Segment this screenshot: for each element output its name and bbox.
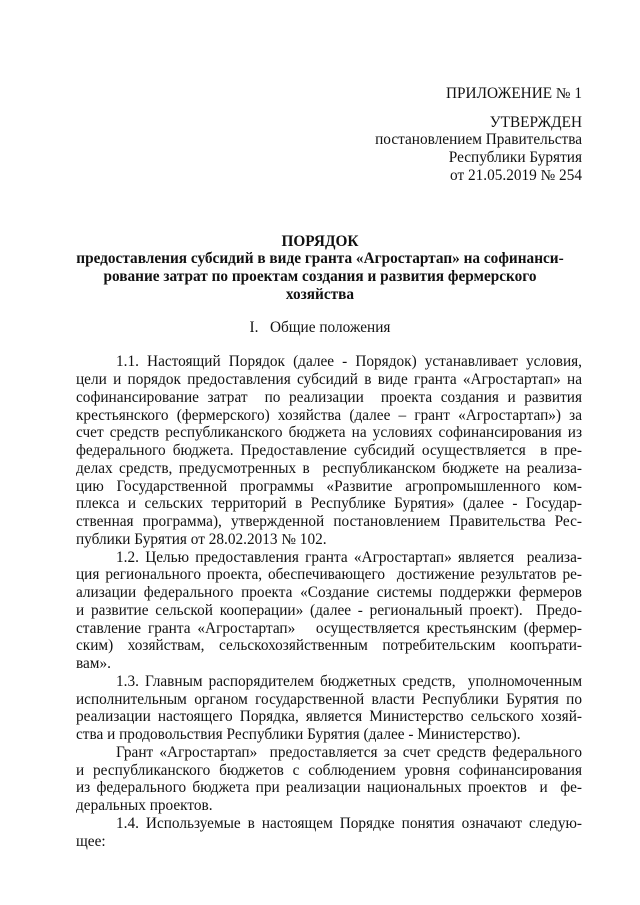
paragraph-line: плекса и сельских территорий в Республике Бурятия» (далее - Государ- — [76, 495, 582, 512]
paragraph-line: и республиканского бюджетов с соблюдением уровня софинансирования — [76, 762, 582, 779]
paragraph-line: исполнительным органом государственной власти Республики Бурятия по — [76, 691, 582, 708]
paragraph-line: щее: — [76, 833, 106, 850]
document-subtitle-line: рование затрат по проектам создания и развития фермерского — [103, 268, 537, 285]
paragraph-line: ция регионального проекта, обеспечивающего достижение результатов ре- — [76, 566, 582, 583]
paragraph-line: 1.2. Целью предоставления гранта «Агростартап» является реализа- — [116, 549, 582, 566]
approved-republic: Республики Бурятия — [448, 149, 582, 166]
paragraph-line: ставление гранта «Агростартап» осуществляется крестьянским (фермер- — [76, 620, 582, 637]
paragraph-line: ализации федерального проекта «Создание системы поддержки фермеров — [76, 584, 582, 601]
approved-date: от 21.05.2019 № 254 — [450, 167, 582, 184]
paragraph-line: федерального бюджета. Предоставление субсидий осуществляется в пре- — [76, 442, 582, 459]
paragraph-line: делах средств, предусмотренных в республиканском бюджете на реализа- — [76, 460, 582, 477]
paragraph-line: публики Бурятия от 28.02.2013 № 102. — [76, 531, 327, 548]
section-heading: I. Общие положения — [249, 319, 391, 336]
paragraph-line: счет средств республиканского бюджета на условиях софинансирования из — [76, 424, 582, 441]
paragraph-line: и развитие сельской кооперации» (далее - региональный проект). Предо- — [76, 602, 582, 619]
paragraph-line: ства и продовольствия Республики Бурятия (далее - Министерство). — [76, 726, 521, 743]
approved-label: УТВЕРЖДЕН — [489, 114, 582, 131]
paragraph-line: цели и порядок предоставления субсидий в виде гранта «Агростартап» на — [76, 371, 582, 388]
paragraph-line: 1.1. Настоящий Порядок (далее - Порядок) устанавливает условия, — [116, 353, 582, 370]
approved-by-decree: постановлением Правительства — [375, 131, 582, 148]
paragraph-line: ским) хозяйствам, сельскохозяйственным потребительским коопърати- — [76, 637, 582, 654]
paragraph-line: деральных проектов. — [76, 797, 213, 814]
paragraph-line: 1.4. Используемые в настоящем Порядке понятия означают следую- — [116, 815, 582, 832]
paragraph-line: софинансирование затрат по реализации проекта создания и развития — [76, 389, 582, 406]
paragraph-line: ственная программа), утвержденной постановлением Правительства Рес- — [76, 513, 582, 530]
paragraph-line: вам». — [76, 655, 111, 672]
document-title: ПОРЯДОК — [281, 233, 359, 250]
document-subtitle-line: хозяйства — [285, 286, 355, 303]
document-subtitle-line: предоставления субсидий в виде гранта «Агростартап» на софинанси- — [76, 250, 564, 267]
paragraph-line: реализации настоящего Порядка, является Министерство сельского хозяй- — [76, 708, 582, 725]
paragraph-line: из федерального бюджета при реализации национальных проектов и фе- — [76, 779, 582, 796]
paragraph-line: цию Государственной программы «Развитие агропромышленного ком- — [76, 478, 582, 495]
paragraph-line: 1.3. Главным распорядителем бюджетных средств, уполномоченным — [116, 673, 582, 690]
paragraph-line: крестьянского (фермерского) хозяйства (далее – грант «Агростартап») за — [76, 407, 582, 424]
appendix-number: ПРИЛОЖЕНИЕ № 1 — [445, 85, 582, 102]
paragraph-line: Грант «Агростартап» предоставляется за счет средств федерального — [116, 744, 582, 761]
